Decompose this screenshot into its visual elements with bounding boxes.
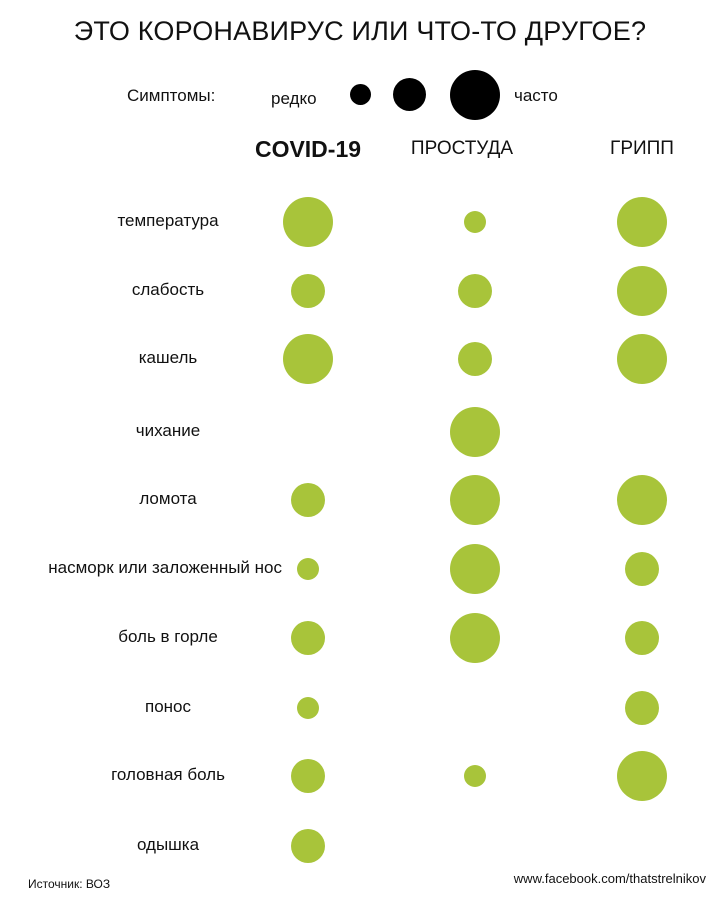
bubble-flu — [617, 197, 667, 247]
bubble-cold — [450, 407, 500, 457]
legend-label: Симптомы: — [127, 86, 216, 105]
bubble-cold — [450, 475, 500, 525]
source-note: Источник: ВОЗ — [28, 877, 111, 891]
bubble-cold — [450, 544, 500, 594]
bubble-cold — [464, 765, 486, 787]
bubble-flu — [617, 475, 667, 525]
chart-title: ЭТО КОРОНАВИРУС ИЛИ ЧТО-ТО ДРУГОЕ? — [73, 16, 647, 46]
bubble-covid — [291, 274, 325, 308]
bubble-covid — [291, 829, 325, 863]
bubble-flu — [617, 751, 667, 801]
bubble-cold — [464, 211, 486, 233]
column-header-covid: COVID-19 — [254, 136, 362, 162]
bubble-flu — [625, 552, 659, 586]
bubble-covid — [297, 697, 319, 719]
legend-rare-label: редко — [271, 89, 317, 108]
site-url: www.facebook.com/thatstrelnikov — [513, 871, 706, 886]
bubble-covid — [283, 334, 333, 384]
bubble-cold — [458, 342, 492, 376]
bubble-covid — [291, 759, 325, 793]
bubble-covid — [297, 558, 319, 580]
bubble-covid — [291, 621, 325, 655]
bubble-flu — [617, 334, 667, 384]
column-header-flu: ГРИПП — [610, 138, 674, 159]
legend-often-label: часто — [514, 86, 558, 105]
bubble-flu — [625, 691, 659, 725]
bubble-cold — [458, 274, 492, 308]
bubble-flu — [625, 621, 659, 655]
column-header-cold: ПРОСТУДА — [410, 138, 514, 159]
row-label: насморк или заложенный нос — [48, 558, 282, 577]
bubble-covid — [283, 197, 333, 247]
bubble-covid — [291, 483, 325, 517]
bubble-cold — [450, 613, 500, 663]
bubble-flu — [617, 266, 667, 316]
